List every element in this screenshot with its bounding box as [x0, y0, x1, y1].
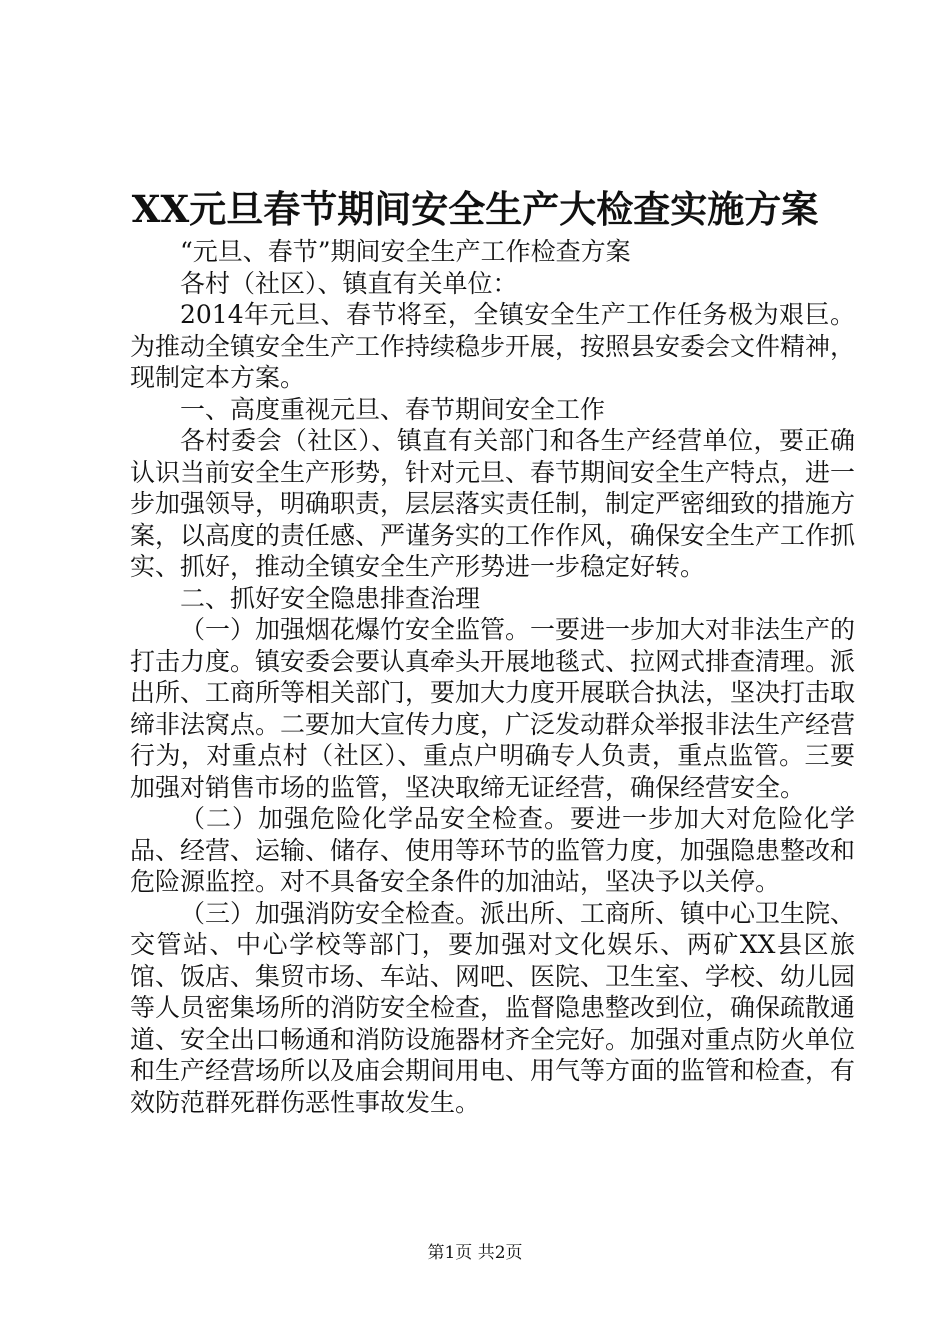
document-title: XX元旦春节期间安全生产大检查实施方案: [131, 187, 819, 231]
document-body: [130, 236, 855, 1118]
paragraph-section-1: 各村委会（社区）、镇直有关部门和各生产经营单位，要正确认识当前安全生产形势，针对元旦、春节期间安全生产特点，进一步加强领导，明确职责，层层落实责任制，制定严密细致的措施方案，以高度的责任感、严谨务实的工作作风，确保安全生产工作抓实、抓好，推动全镇安全生产形势进一步稳定好转。: [130, 426, 856, 581]
paragraph-subtitle: “元旦、春节”期间安全生产工作检查方案: [180, 237, 631, 266]
paragraph-chemicals: （二）加强危险化学品安全检查。要进一步加大对危险化学品、经营、运输、储存、使用等环节的监管力度，加强隐患整改和危险源监控。对不具备安全条件的加油站，坚决予以关停。: [130, 804, 856, 896]
paragraph-fireworks: （一）加强烟花爆竹安全监管。一要进一步加大对非法生产的打击力度。镇安委会要认真牵头开展地毯式、拉网式排查清理。派出所、工商所等相关部门，要加大力度开展联合执法，坚决打击取缔非法窝点。二要加大宣传力度，广泛发动群众举报非法生产经营行为，对重点村（社区）、重点户明确专人负责，重点监管。三要加强对销售市场的监管，坚决取缔无证经营，确保经营安全。: [130, 615, 856, 802]
section-heading-2: 二、抓好安全隐患排查治理: [180, 583, 481, 613]
paragraph-addressee: 各村（社区）、镇直有关单位：: [180, 268, 518, 298]
paragraph-intro: 2014年元旦、春节将至，全镇安全生产工作任务极为艰巨。为推动全镇安全生产工作持续稳步开展，按照县安委会文件精神，现制定本方案。: [130, 300, 856, 392]
paragraph-fire-safety: （三）加强消防安全检查。派出所、工商所、镇中心卫生院、交管站、中心学校等部门，要加强对文化娱乐、两矿XX县区旅馆、饭店、集贸市场、车站、网吧、医院、卫生室、学校、幼儿园等人员密集场所的消防安全检查，监督隐患整改到位，确保疏散通道、安全出口畅通和消防设施器材齐全完好。加强对重点防火单位和生产经营场所以及庙会期间用电、用气等方面的监管和检查，有效防范群死群伤恶性事故发生。: [130, 898, 856, 1117]
page-number-footer: 第1页 共2页: [427, 1243, 523, 1263]
section-heading-1: 一、高度重视元旦、春节期间安全工作: [180, 394, 606, 424]
